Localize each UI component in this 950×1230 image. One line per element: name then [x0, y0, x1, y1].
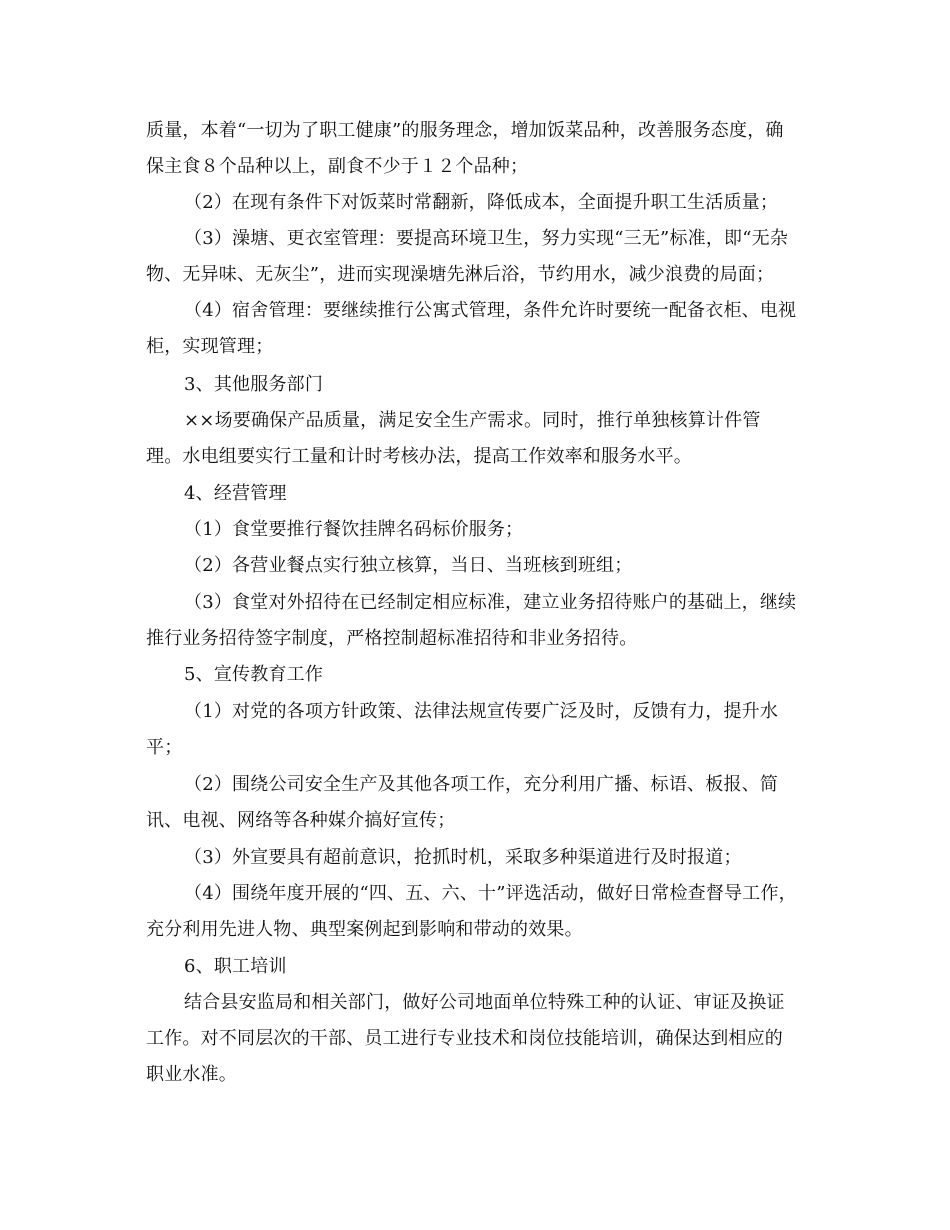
- text-line: （2）在现有条件下对饭菜时常翻新，降低成本，全面提升职工生活质量；: [184, 192, 779, 213]
- text-line: 推行业务招待签字制度，严格控制超标准招待和非业务招待。: [146, 628, 638, 649]
- text-line: 柜，实现管理；: [146, 336, 274, 357]
- text-line: （1）食堂要推行餐饮挂牌名码标价服务；: [184, 519, 524, 540]
- text-line: 平；: [146, 737, 183, 758]
- text-line: （3）外宣要具有超前意识，抢抓时机，采取多种渠道进行及时报道；: [184, 847, 742, 868]
- text-line: 保主食８个品种以上，副食不少于１２个品种；: [146, 156, 529, 177]
- text-line: （4）围绕年度开展的“四、五、六、十”评选活动，做好日常检查督导工作，: [184, 883, 797, 904]
- text-line: （3）澡塘、更衣室管理：要提高环境卫生，努力实现“三无”标准，即“无杂: [184, 228, 789, 249]
- section-heading: 6、职工培训: [184, 956, 287, 977]
- text-line: （2）各营业餐点实行独立核算，当日、当班核到班组；: [184, 555, 633, 576]
- text-line: （3）食堂对外招待在已经制定相应标准，建立业务招待账户的基础上，继续: [184, 592, 797, 613]
- text-line: （4）宿舍管理：要继续推行公寓式管理，条件允许时要统一配备衣柜、电视: [184, 300, 797, 321]
- section-heading: 4、经营管理: [184, 483, 287, 504]
- section-heading: 3、其他服务部门: [184, 374, 324, 395]
- text-line: （1）对党的各项方针政策、法律法规宣传要广泛及时，反馈有力，提升水: [184, 701, 779, 722]
- text-line: 充分利用先进人物、典型案例起到影响和带动的效果。: [146, 919, 583, 940]
- text-line: 工作。对不同层次的干部、员工进行专业技术和岗位技能培训，确保达到相应的: [146, 1028, 783, 1049]
- text-line: ××场要确保产品质量，满足安全生产需求。同时，推行单独核算计件管: [184, 410, 761, 431]
- text-line: 职业水准。: [146, 1064, 237, 1085]
- text-line: （2）围绕公司安全生产及其他各项工作，充分利用广播、标语、板报、简: [184, 774, 779, 795]
- text-line: 结合县安监局和相关部门，做好公司地面单位特殊工种的认证、审证及换证: [184, 992, 785, 1013]
- section-heading: 5、宣传教育工作: [184, 664, 324, 685]
- text-line: 质量，本着“一切为了职工健康”的服务理念，增加饭菜品种，改善服务态度，确: [146, 120, 784, 141]
- text-line: 讯、电视、网络等各种媒介搞好宣传；: [146, 810, 456, 831]
- text-line: 物、无异味、无灰尘”，进而实现澡塘先淋后浴，节约用水，减少浪费的局面；: [146, 264, 775, 285]
- text-line: 理。水电组要实行工量和计时考核办法，提高工作效率和服务水平。: [146, 446, 692, 467]
